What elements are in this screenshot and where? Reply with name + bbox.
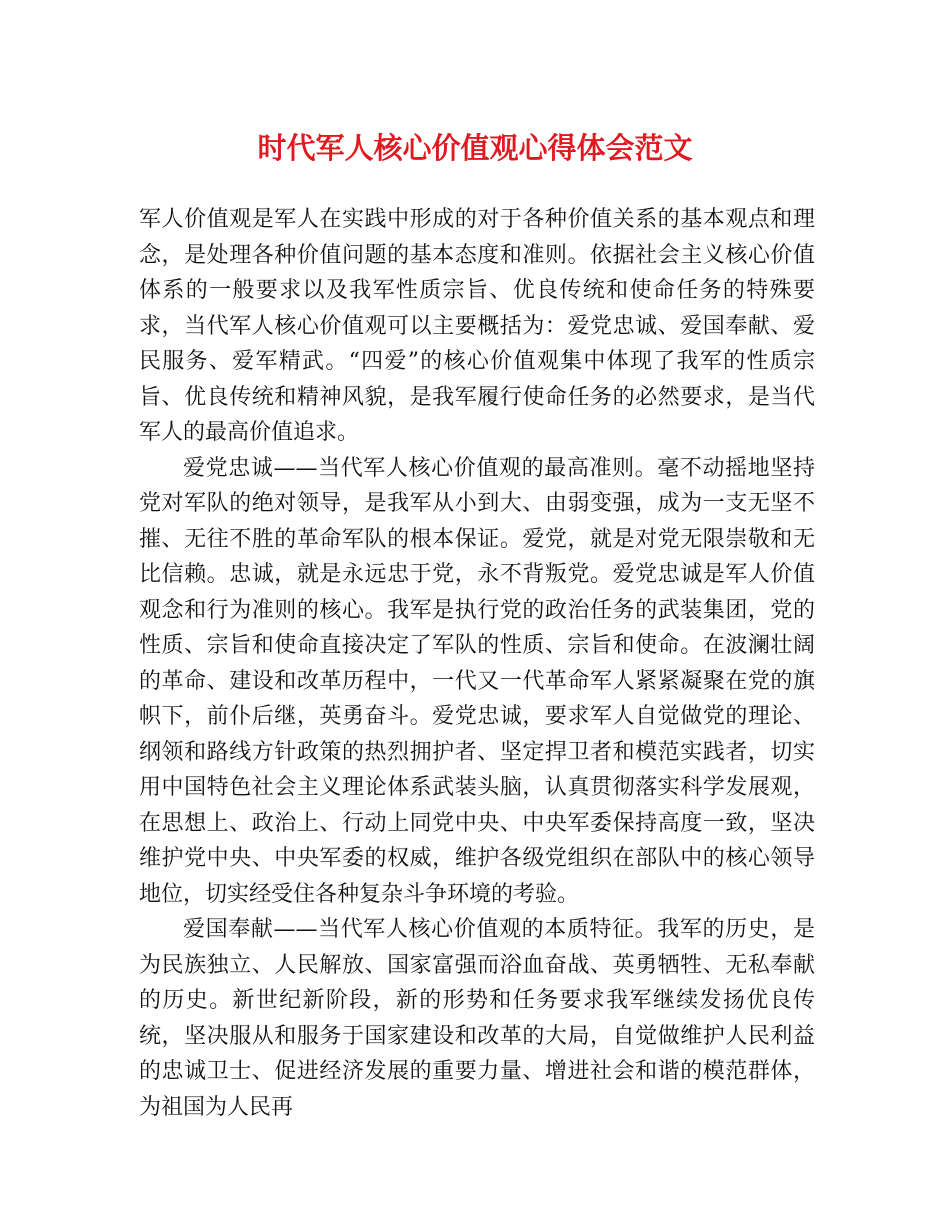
document-title: 时代军人核心价值观心得体会范文 — [257, 131, 693, 165]
document-body — [139, 202, 815, 1125]
paragraph-intro: 军人价值观是军人在实践中形成的对于各种价值关系的基本观点和理念，是处理各种价值问题的基本态度和准则。依据社会主义核心价值体系的一般要求以及我军性质宗旨、优良传统和使命任务的特殊要求，当代军人核心价值观可以主要概括为：爱党忠诚、爱国奉献、爱民服务、爱军精武。“四爱”的核心价值观集中体现了我军的性质宗旨、优良传统和精神风貌，是我军履行使命任务的必然要求，是当代军人的最高价值追求。 — [139, 207, 815, 445]
paragraph-love-country: 爱国奉献——当代军人核心价值观的本质特征。我军的历史，是为民族独立、人民解放、国家富强而浴血奋战、英勇牺牲、无私奉献的历史。新世纪新阶段，新的形势和任务要求我军继续发扬优良传统，坚决服从和服务于国家建设和改革的大局，自觉做维护人民利益的忠诚卫士、促进经济发展的重要力量、增进社会和谐的模范群体，为祖国为人民再 — [139, 917, 815, 1120]
paragraph-love-party: 爱党忠诚——当代军人核心价值观的最高准则。毫不动摇地坚持党对军队的绝对领导，是我军从小到大、由弱变强，成为一支无坚不摧、无往不胜的革命军队的根本保证。爱党，就是对党无限崇敬和无比信赖。忠诚，就是永远忠于党，永不背叛党。爱党忠诚是军人价值观念和行为准则的核心。我军是执行党的政治任务的武装集团，党的性质、宗旨和使命直接决定了军队的性质、宗旨和使命。在波澜壮阔的革命、建设和改革历程中，一代又一代革命军人紧紧凝聚在党的旗帜下，前仆后继，英勇奋斗。爱党忠诚，要求军人自觉做党的理论、纲领和路线方针政策的热烈拥护者、坚定捍卫者和模范实践者，切实用中国特色社会主义理论体系武装头脑，认真贯彻落实科学发展观，在思想上、政治上、行动上同党中央、中央军委保持高度一致，坚决维护党中央、中央军委的权威，维护各级党组织在部队中的核心领导地位，切实经受住各种复杂斗争环境的考验。 — [139, 455, 815, 907]
